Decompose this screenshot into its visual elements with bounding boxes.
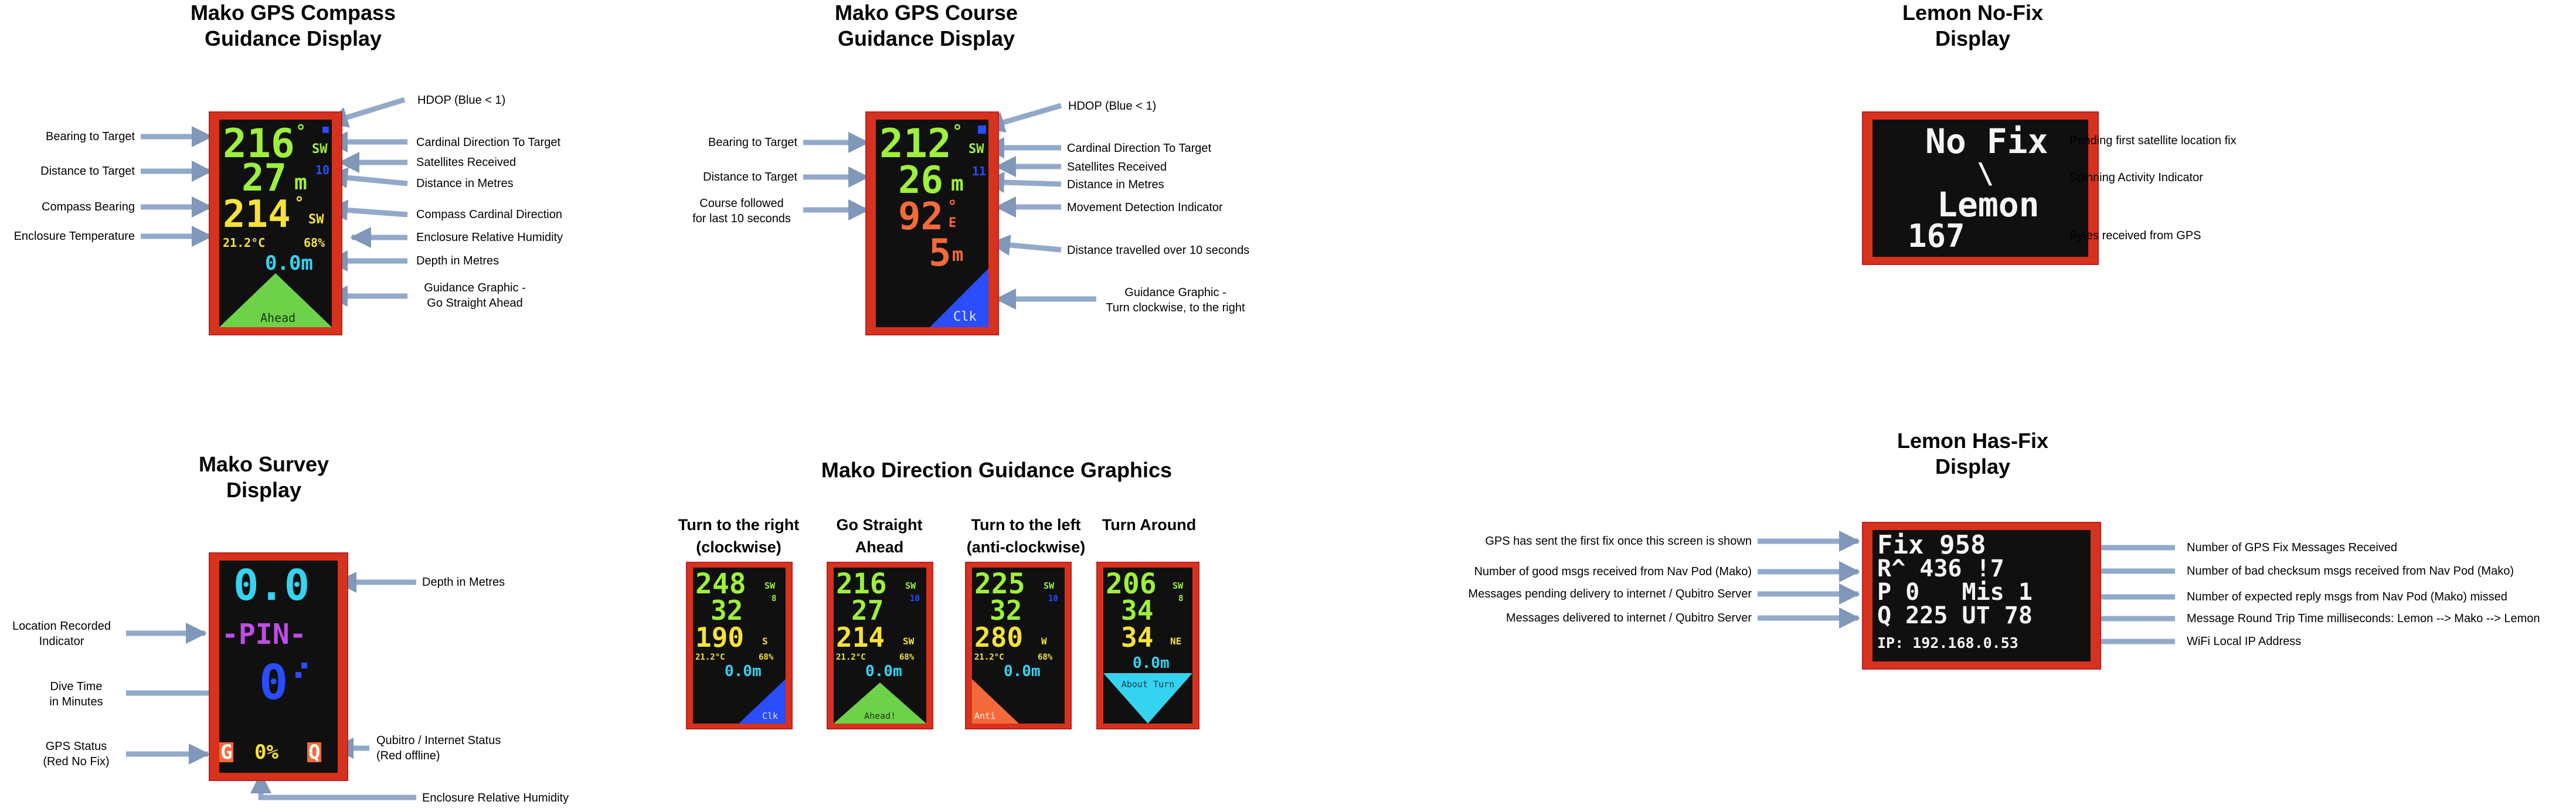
mini-graphic-label: Anti xyxy=(974,711,996,721)
mini-graphic-label: Ahead! xyxy=(864,711,896,721)
hasfix-pending: P 0 Mis 1 xyxy=(1877,579,2033,606)
label-missed-msgs: Number of expected reply msgs from Nav Pod (Mako) missed xyxy=(2187,590,2507,603)
course-bearing: 212 xyxy=(879,121,951,167)
gps-status-badge: G xyxy=(220,741,233,764)
hasfix-title-line1: Lemon Has-Fix xyxy=(1897,429,2049,453)
label-gps-line2: (Red No Fix) xyxy=(43,755,110,768)
nofix-status: No Fix xyxy=(1925,121,2048,161)
compass-heading-deg: ° xyxy=(294,193,304,212)
survey-device xyxy=(210,554,347,780)
mini-depth: 0.0m xyxy=(1133,654,1170,672)
direction-screen xyxy=(834,568,926,724)
direction-head-line1: Turn Around xyxy=(1102,516,1197,534)
mini-bearing: 216 xyxy=(836,568,887,600)
compass-heading-dir: SW xyxy=(308,212,324,227)
mini-humidity: 68% xyxy=(759,653,774,662)
course-bearing-deg: ° xyxy=(952,121,963,142)
label-guidance-line2: Go Straight Ahead xyxy=(427,297,523,310)
mini-temp: 21.2°C xyxy=(695,653,725,662)
mini-depth: 0.0m xyxy=(725,663,762,680)
survey-dive-time: 0 xyxy=(259,655,288,711)
compass-screen xyxy=(219,120,332,327)
survey-humidity: 0% xyxy=(254,741,278,764)
mini-depth: 0.0m xyxy=(865,663,902,680)
compass-title-line1: Mako GPS Compass xyxy=(190,1,396,25)
label-location-recorded xyxy=(0,619,123,649)
direction-head-line1: Turn to the right xyxy=(678,516,800,534)
mini-graphic-label: About Turn xyxy=(1121,679,1175,690)
mini-bearing: 206 xyxy=(1106,568,1157,600)
label-distance-metres: Distance in Metres xyxy=(1067,178,1164,191)
label-course-followed xyxy=(674,196,809,226)
label-location-line2: Indicator xyxy=(39,635,84,648)
label-guidance-line2: Turn clockwise, to the right xyxy=(1106,301,1245,314)
mini-sats: 8 xyxy=(772,594,777,603)
label-depth-metres: Depth in Metres xyxy=(422,576,505,589)
compass-title xyxy=(164,0,422,52)
compass-humidity: 68% xyxy=(304,236,325,250)
compass-title-line2: Guidance Display xyxy=(204,26,382,50)
label-good-msgs: Number of good msgs received from Nav Pod (Mako) xyxy=(1474,565,1752,578)
mini-compass: 34 xyxy=(1121,622,1154,653)
hasfix-ip: IP: 192.168.0.53 xyxy=(1877,634,2018,651)
nofix-screen xyxy=(1872,120,2088,257)
label-satellites: Satellites Received xyxy=(1067,161,1167,174)
hasfix-fix-count: Fix 958 xyxy=(1877,530,1986,560)
label-enclosure-temperature: Enclosure Temperature xyxy=(13,230,135,243)
label-distance-metres: Distance in Metres xyxy=(416,177,514,190)
mini-temp: 21.2°C xyxy=(974,653,1004,662)
survey-title-line1: Mako Survey xyxy=(198,452,329,476)
mini-compass-dir: S xyxy=(762,636,768,647)
nofix-device-name: Lemon xyxy=(1937,185,2040,225)
compass-heading: 214 xyxy=(223,193,291,236)
label-delivered-msgs: Messages delivered to internet / Qubitro Server xyxy=(1506,612,1752,624)
hdop-indicator-icon: ■ xyxy=(322,123,329,135)
mini-temp: 21.2°C xyxy=(836,653,866,662)
direction-head-line2: Ahead xyxy=(855,538,904,556)
label-bearing-to-target: Bearing to Target xyxy=(708,136,797,149)
mini-bearing-dir: SW xyxy=(905,580,916,591)
direction-screen xyxy=(693,568,786,724)
direction-head-line2: (anti-clockwise) xyxy=(966,538,1086,556)
direction-heading-anticlockwise xyxy=(950,514,1102,558)
mini-bearing-dir: SW xyxy=(1173,580,1184,591)
compass-bearing-deg: ° xyxy=(295,121,307,142)
course-followed-deg: ° xyxy=(947,196,957,216)
mini-compass-dir: SW xyxy=(903,636,915,647)
dive-tick-icon xyxy=(301,663,307,668)
direction-device-turnaround xyxy=(1097,563,1198,728)
label-guidance-line1: Guidance Graphic - xyxy=(424,281,526,294)
course-sats: 11 xyxy=(972,164,987,178)
course-bearing-dir: SW xyxy=(968,142,984,157)
course-distance-unit: m xyxy=(951,172,964,196)
mini-compass: 190 xyxy=(695,622,745,653)
mini-compass-dir: NE xyxy=(1170,636,1182,647)
direction-heading-clockwise xyxy=(668,514,809,558)
mini-distance: 27 xyxy=(851,595,884,626)
label-cardinal-direction: Cardinal Direction To Target xyxy=(416,136,561,149)
label-bearing-to-target: Bearing to Target xyxy=(46,130,135,143)
label-compass-bearing: Compass Bearing xyxy=(42,201,135,213)
survey-pin-indicator: -PIN- xyxy=(222,618,307,651)
hasfix-delivered: Q 225 UT 78 xyxy=(1877,602,2033,629)
directions-title: Mako Direction Guidance Graphics xyxy=(821,458,1173,482)
compass-device xyxy=(210,113,341,334)
survey-title-line2: Display xyxy=(226,478,302,502)
mini-bearing: 225 xyxy=(974,568,1025,600)
label-guidance-graphic xyxy=(405,280,545,311)
label-pending-msgs: Messages pending delivery to internet / Qubitro Server xyxy=(1468,588,1752,600)
label-bytes-received: Bytes received from GPS xyxy=(2069,229,2201,242)
label-cardinal-direction: Cardinal Direction To Target xyxy=(1067,142,1212,155)
course-screen xyxy=(876,120,988,327)
course-title-line1: Mako GPS Course xyxy=(834,1,1018,25)
course-device xyxy=(866,113,998,334)
mini-sats: 10 xyxy=(910,594,920,603)
label-qubitro-status xyxy=(376,733,501,763)
mini-compass: 280 xyxy=(974,622,1024,653)
nofix-title-line2: Display xyxy=(1935,26,2011,50)
hasfix-title xyxy=(1853,428,2093,480)
compass-bearing: 216 xyxy=(223,121,295,167)
label-depth-metres: Depth in Metres xyxy=(416,254,499,267)
mini-compass-dir: W xyxy=(1041,636,1047,647)
compass-graphic-label: Ahead xyxy=(260,311,296,325)
direction-head-line1: Turn to the left xyxy=(971,516,1081,534)
nofix-bytes: 167 xyxy=(1908,218,1965,254)
label-round-trip: Message Round Trip Time milliseconds: Lemon --> Mako --> Lemon xyxy=(2187,612,2540,625)
survey-depth: 0.0 xyxy=(233,561,310,610)
compass-distance-unit: m xyxy=(294,171,307,195)
direction-head-line1: Go Straight xyxy=(836,516,923,534)
compass-depth: 0.0m xyxy=(265,252,313,275)
hasfix-received: R^ 436 !7 xyxy=(1877,555,2004,582)
label-relative-humidity: Enclosure Relative Humidity xyxy=(422,792,569,804)
course-distance: 26 xyxy=(898,159,944,202)
direction-device-ahead xyxy=(828,563,932,728)
label-dive-time xyxy=(29,679,123,709)
compass-distance: 27 xyxy=(242,157,287,200)
label-dive-line1: Dive Time xyxy=(50,680,103,693)
mini-distance: 32 xyxy=(990,595,1022,626)
course-followed: 92 xyxy=(898,195,944,239)
mini-compass: 214 xyxy=(836,622,885,653)
course-moved: 5 xyxy=(929,232,951,275)
label-hdop: HDOP (Blue < 1) xyxy=(417,94,506,107)
course-followed-dir: E xyxy=(949,216,957,230)
label-guidance-graphic xyxy=(1090,285,1260,315)
label-distance-to-target: Distance to Target xyxy=(703,171,797,184)
label-wifi-ip: WiFi Local IP Address xyxy=(2187,635,2302,648)
mini-humidity: 68% xyxy=(899,653,915,662)
hdop-indicator-icon xyxy=(978,125,986,134)
mini-depth: 0.0m xyxy=(1004,663,1041,680)
label-qubitro-line2: (Red offline) xyxy=(376,749,440,762)
direction-device-anticlockwise xyxy=(966,563,1070,728)
label-bad-checksum: Number of bad checksum msgs received from Nav Pod (Mako) xyxy=(2187,565,2514,578)
direction-heading-turnaround xyxy=(1090,514,1208,536)
survey-screen xyxy=(219,561,338,773)
compass-bearing-dir: SW xyxy=(312,142,328,157)
mini-sats: 8 xyxy=(1178,594,1184,603)
qubitro-status-badge: Q xyxy=(308,741,321,764)
label-gps-status xyxy=(29,739,123,769)
mini-graphic-label: Clk xyxy=(762,711,779,721)
mini-sats: 10 xyxy=(1048,594,1058,603)
mini-bearing-dir: SW xyxy=(764,580,776,591)
hasfix-screen xyxy=(1872,530,2091,661)
hasfix-device xyxy=(1863,523,2100,668)
mini-bearing: 248 xyxy=(695,568,746,600)
label-gps-line1: GPS Status xyxy=(45,740,107,753)
nofix-title xyxy=(1853,0,2093,52)
direction-head-line2: (clockwise) xyxy=(696,538,781,556)
label-relative-humidity: Enclosure Relative Humidity xyxy=(416,231,563,244)
label-compass-cardinal: Compass Cardinal Direction xyxy=(416,208,562,221)
direction-screen xyxy=(1103,568,1192,724)
label-satellites: Satellites Received xyxy=(416,156,516,169)
hasfix-title-line2: Display xyxy=(1935,454,2011,478)
label-distance-travelled: Distance travelled over 10 seconds xyxy=(1067,244,1250,257)
compass-temperature: 21.2°C xyxy=(223,236,266,250)
spinner-icon: \ xyxy=(1977,157,1994,190)
label-course-line2: for last 10 seconds xyxy=(692,212,791,225)
label-dive-line2: in Minutes xyxy=(49,695,103,708)
course-graphic-label: Clk xyxy=(953,310,977,324)
label-qubitro-line1: Qubitro / Internet Status xyxy=(376,734,501,747)
compass-sats: 10 xyxy=(315,163,330,177)
direction-heading-ahead xyxy=(809,514,950,558)
dive-tick-icon xyxy=(295,672,301,678)
label-distance-to-target: Distance to Target xyxy=(40,165,135,178)
label-movement-detection: Movement Detection Indicator xyxy=(1067,201,1223,214)
mini-distance: 32 xyxy=(711,595,743,626)
label-first-fix: GPS has sent the first fix once this screen is shown xyxy=(1485,535,1752,548)
label-guidance-line1: Guidance Graphic - xyxy=(1124,286,1226,299)
label-hdop: HDOP (Blue < 1) xyxy=(1068,100,1157,113)
course-moved-unit: m xyxy=(952,243,964,266)
nofix-device xyxy=(1863,113,2098,264)
mini-distance: 34 xyxy=(1121,595,1154,626)
survey-title xyxy=(164,451,363,503)
label-course-line1: Course followed xyxy=(699,197,784,210)
direction-screen xyxy=(972,568,1065,724)
label-fix-messages: Number of GPS Fix Messages Received xyxy=(2187,541,2398,554)
direction-device-clockwise xyxy=(687,563,791,728)
label-location-line1: Location Recorded xyxy=(12,620,111,633)
mini-humidity: 68% xyxy=(1038,653,1053,662)
label-spinner: Spinning Activity Indicator xyxy=(2069,171,2203,184)
course-title xyxy=(803,0,1049,52)
mini-bearing-dir: SW xyxy=(1044,580,1055,591)
label-pending-fix: Pending first satellite location fix xyxy=(2069,134,2237,147)
course-title-line2: Guidance Display xyxy=(837,26,1015,50)
nofix-title-line1: Lemon No-Fix xyxy=(1902,1,2043,25)
